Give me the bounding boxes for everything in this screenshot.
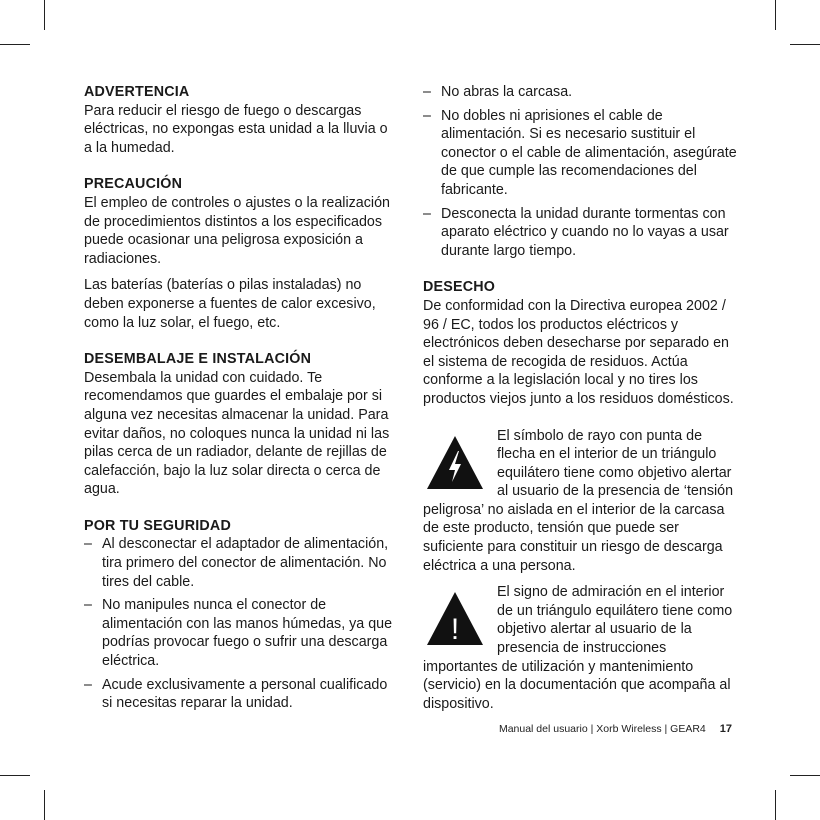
dash-mark: – [423,205,431,222]
page-number: 17 [719,723,732,735]
exclamation-notice [423,583,737,713]
crop-mark [44,0,45,30]
left-column [84,83,396,731]
list-item-text: No dobles ni aprisiones el cable de alimentación. Si es necesario sustituir el conector o el cable de alimentación, asegúrate de que cumple las recomendaciones del fabricante. [441,107,737,198]
unpacking-text: Desembala la unidad con cuidado. Te recomendamos que guardes el embalaje por si alguna vez necesitas almacenar la unidad. Para evitar daños, no coloques nunca la unidad ni las pilas cerca de un radiador, delante de rejillas de calefacción, bajo la luz solar directa o cerca de agua. [84,369,390,498]
safety-list-continued [423,83,737,260]
list-item-text: No abras la carcasa. [441,84,573,100]
crop-mark [775,0,776,30]
exclamation-mark: ! [450,613,460,647]
list-item-text: No manipules nunca el conector de alimentación con las manos húmedas, ya que podrías provocar fuego o sufrir una descarga eléctrica. [102,597,393,670]
crop-mark [790,775,820,776]
list-item [84,596,396,670]
dash-mark: – [84,676,92,693]
page-footer [499,723,732,735]
footer-text: Manual del usuario | Xorb Wireless | GEAR4 [498,723,706,735]
exclamation-warning-icon [425,589,485,649]
list-item [423,205,737,261]
dash-mark: – [423,84,431,100]
safety-list [84,535,396,712]
safety-heading: POR TU SEGURIDAD [84,517,231,534]
list-item [84,535,396,591]
battery-text: Las baterías (baterías o pilas instaladas) no deben exponerse a fuentes de calor excesivo, como la luz solar, el fuego, etc. [84,277,376,331]
list-item-text: Desconecta la unidad durante tormentas con aparato eléctrico y cuando no lo vayas a usar durante largo tiempo. [441,205,729,259]
crop-mark [44,790,45,820]
crop-mark [790,44,820,45]
caution-section [84,175,396,332]
exclamation-notice-text: El signo de admiración en el interior de un triángulo equilátero tiene como objetivo alertar al usuario de la presencia de instrucciones importantes de utilización y mantenimiento (servicio) en la documentación que acompaña al dispositivo. [423,584,733,712]
caution-heading: PRECAUCIÓN [84,176,183,193]
dash-mark: – [84,536,92,553]
lightning-notice-text: El símbolo de rayo con punta de flecha en el interior de un triángulo equilátero tiene como objetivo alertar al usuario de la presencia de ‘tensión peligrosa’ no aislada en el interior de la carcasa de este producto, tensión que puede ser suficiente para constituir un riesgo de descarga eléctrica a una persona. [423,427,734,574]
crop-mark [0,775,30,776]
disposal-section [423,278,737,408]
crop-mark [0,44,30,45]
caution-text: El empleo de controles o ajustes o la realización de procedimientos distintos a los especificados puede ocasionar una peligrosa exposición a radiaciones. [84,194,390,267]
crop-mark [775,790,776,820]
lightning-warning-icon [425,433,485,493]
safety-section [84,517,396,713]
warning-heading: ADVERTENCIA [84,84,190,100]
right-column [423,83,737,721]
warning-section [84,83,396,157]
dash-mark: – [84,597,92,614]
lightning-notice [423,427,737,576]
list-item [423,83,737,102]
unpacking-heading: DESEMBALAJE E INSTALACIÓN [84,351,312,368]
dash-mark: – [423,107,431,124]
disposal-heading: DESECHO [423,279,496,296]
warning-text: Para reducir el riesgo de fuego o descargas eléctricas, no expongas esta unidad a la lluvia o a la humedad. [84,102,388,156]
disposal-text: De conformidad con la Directiva europea 2002 / 96 / EC, todos los productos eléctricos y electrónicos deben desecharse por separado en el sistema de recogida de residuos. Actúa conforme a la legislación local y no tires los productos viejos junto a los residuos domésticos. [423,297,734,407]
list-item [84,676,396,713]
unpacking-section [84,350,396,499]
list-item-text: Acude exclusivamente a personal cualificado si necesitas reparar la unidad. [102,676,388,712]
list-item-text: Al desconectar el adaptador de alimentación, tira primero del conector de alimentación. No tires del cable. [102,536,389,590]
list-item [423,107,737,200]
